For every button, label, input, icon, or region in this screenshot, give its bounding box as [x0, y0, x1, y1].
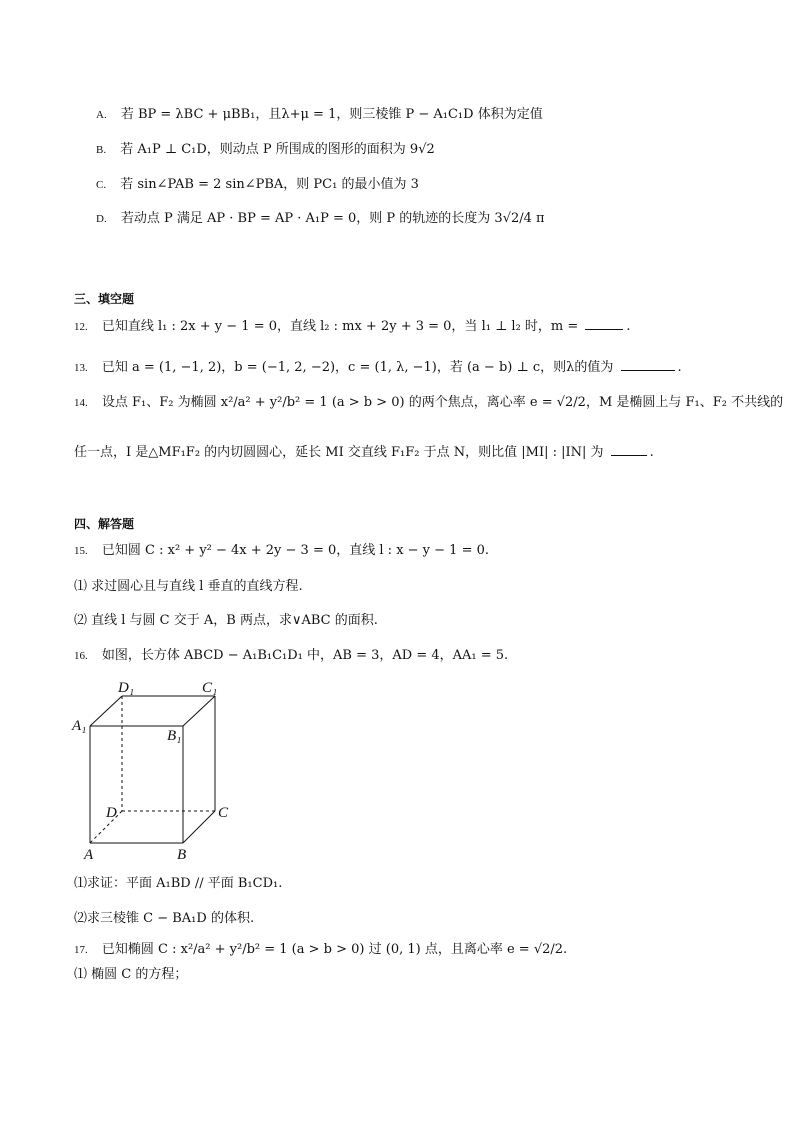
option-d [96, 210, 794, 228]
q15-number: 15. [74, 545, 88, 557]
option-c-text: 若 sin∠PAB = 2 sin∠PBA，则 PC₁ 的最小值为 3 [120, 177, 419, 192]
q14-text-line1: 设点 F₁、F₂ 为椭圆 x²/a² + y²/b² = 1 (a > b > 0) 的两个焦点，离心率 e = √2/2，M 是椭圆上与 F₁、F₂ 不共线的 [101, 395, 784, 410]
section4-title: 四、解答题 [74, 517, 135, 531]
q17-text: 已知椭圆 C : x²/a² + y²/b² = 1 (a > b > 0) 过 (0, 1) 点，且离心率 e = √2/2. [101, 942, 568, 957]
label-d: D [106, 805, 117, 821]
q15-sub1: ⑴ 求过圆心且与直线 l 垂直的直线方程. [74, 579, 303, 594]
label-c: C [218, 805, 229, 821]
label-b: B [177, 847, 187, 863]
label-c1: C₁ [202, 680, 218, 696]
q13-answer-blank[interactable] [621, 358, 675, 371]
option-a-text: 若 BP = λBC + μBB₁，且λ+μ = 1，则三棱锥 P − A₁C₁D 体积为定值 [120, 107, 543, 122]
question-12 [74, 317, 794, 336]
question-13 [74, 358, 794, 377]
q17-sub1: ⑴ 椭圆 C 的方程； [74, 967, 188, 982]
q14-number: 14. [74, 397, 88, 409]
q13-text: 已知 a = (1, −1, 2)，b = (−1, 2, −2)，c = (1, λ, −1)，若 (a − b) ⊥ c，则λ的值为 [101, 360, 614, 375]
edge-c-b [183, 811, 215, 843]
question-15 [74, 542, 794, 560]
option-c-label: C. [96, 179, 107, 191]
q12-number: 12. [74, 321, 88, 333]
question-17 [74, 941, 794, 959]
question-14-line1 [74, 394, 794, 412]
option-a [96, 106, 794, 124]
option-b [96, 141, 794, 159]
option-a-label: A. [96, 109, 107, 121]
q15-sub2: ⑵ 直线 l 与圆 C 交于 A，B 两点，求∨ABC 的面积. [74, 613, 378, 628]
edge-a1-d1 [90, 696, 122, 726]
label-a: A [84, 847, 94, 863]
edge-c1-b1 [183, 696, 215, 726]
cuboid-figure [70, 676, 240, 866]
section3-title: 三、填空题 [74, 292, 135, 306]
q13-end: . [677, 360, 682, 375]
option-b-label: B. [96, 144, 107, 156]
q12-answer-blank[interactable] [585, 317, 623, 330]
option-d-text: 若动点 P 满足 AP · BP = AP · A₁P = 0，则 P 的轨迹的长度为 3√2/4 π [120, 211, 545, 226]
q16-number: 16. [74, 650, 88, 662]
q14-answer-blank[interactable] [611, 443, 647, 456]
question-14-line2 [74, 443, 794, 462]
option-c [96, 176, 794, 194]
option-d-label: D. [96, 213, 107, 225]
label-d1: D₁ [118, 680, 135, 696]
label-b1: B₁ [167, 728, 182, 744]
label-a1: A₁ [72, 718, 87, 734]
q16-sub2: ⑵求三棱锥 C − BA₁D 的体积. [74, 911, 255, 926]
q15-text: 已知圆 C : x² + y² − 4x + 2y − 3 = 0，直线 l : x − y − 1 = 0. [101, 543, 490, 558]
q13-number: 13. [74, 362, 88, 374]
question-16 [74, 647, 794, 665]
q12-text: 已知直线 l₁ : 2x + y − 1 = 0，直线 l₂ : mx + 2y + 3 = 0，当 l₁ ⊥ l₂ 时，m = [101, 319, 579, 334]
option-b-text: 若 A₁P ⊥ C₁D，则动点 P 所围成的图形的面积为 9√2 [120, 142, 435, 157]
q17-number: 17. [74, 944, 88, 956]
q14-end: . [649, 445, 654, 460]
q14-text-line2: 任一点，I 是△MF₁F₂ 的内切圆圆心，延长 MI 交直线 F₁F₂ 于点 N，则比值 |MI| : |IN| 为 [74, 445, 604, 460]
q16-sub1: ⑴求证：平面 A₁BD // 平面 B₁CD₁. [74, 876, 283, 891]
q12-end: . [626, 319, 631, 334]
q16-text: 如图，长方体 ABCD − A₁B₁C₁D₁ 中，AB = 3，AD = 4，AA₁ = 5. [101, 648, 509, 663]
